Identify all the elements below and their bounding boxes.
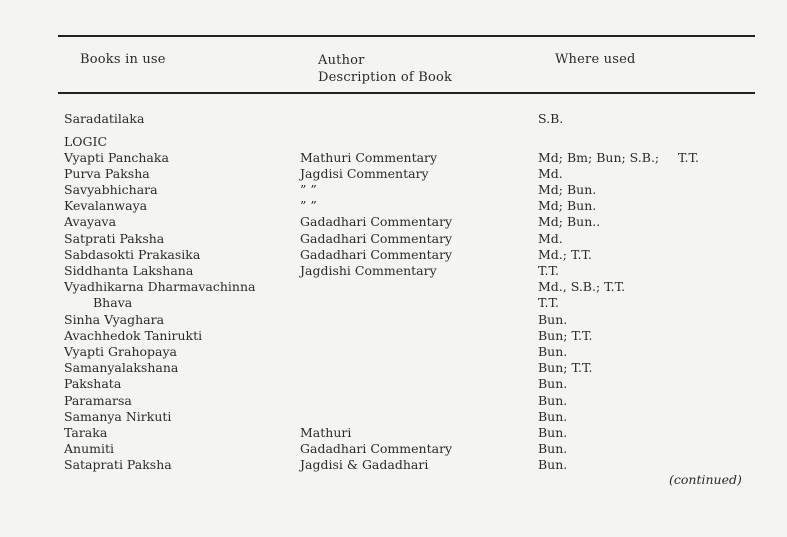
table-row — [0, 263, 787, 279]
book-title: Anumiti — [64, 441, 114, 456]
book-author: Mathuri Commentary — [300, 150, 438, 165]
table-row — [0, 409, 787, 425]
where-used: Bun. — [538, 376, 568, 391]
book-title: Samanyalakshana — [64, 360, 179, 375]
where-used-extra: T.T. — [678, 150, 699, 165]
table-row — [0, 134, 787, 150]
book-title: Pakshata — [64, 376, 122, 391]
where-used: S.B. — [538, 111, 564, 126]
book-author: Gadadhari Commentary — [300, 441, 453, 456]
where-used: Bun; T.T. — [538, 360, 593, 375]
book-title: Siddhanta Lakshana — [64, 263, 194, 278]
book-author: ” ” — [300, 182, 317, 197]
continued-note: (continued) — [669, 472, 742, 487]
book-title: Vyapti Grahopaya — [64, 344, 177, 359]
where-used: Md. — [538, 231, 563, 246]
table-row — [0, 328, 787, 344]
header-rule — [58, 92, 755, 94]
table-row — [0, 247, 787, 263]
table-row — [0, 182, 787, 198]
table-row — [0, 393, 787, 409]
where-used: T.T. — [538, 295, 559, 310]
where-used: Bun. — [538, 425, 568, 440]
where-used: Bun. — [538, 441, 568, 456]
where-used: Md. — [538, 166, 563, 181]
table-row — [0, 214, 787, 230]
header-author-line2: Description of Book — [318, 70, 453, 85]
where-used: T.T. — [538, 263, 559, 278]
header-where-used: Where used — [555, 52, 636, 67]
table-row — [0, 312, 787, 328]
where-used: Bun. — [538, 344, 568, 359]
table-row — [0, 376, 787, 392]
book-author: Mathuri — [300, 425, 352, 440]
where-used: Md., S.B.; T.T. — [538, 279, 626, 294]
table-row — [0, 360, 787, 376]
book-title: Savyabhichara — [64, 182, 158, 197]
book-title: Vyadhikarna Dharmavachinna — [64, 279, 256, 294]
table-row — [0, 166, 787, 182]
where-used: Md; Bm; Bun; S.B.; — [538, 150, 660, 165]
book-title: LOGIC — [64, 134, 108, 149]
where-used: Bun; T.T. — [538, 328, 593, 343]
table-row — [0, 425, 787, 441]
book-title: Kevalanwaya — [64, 198, 148, 213]
table-row — [0, 457, 787, 473]
book-title: Sataprati Paksha — [64, 457, 172, 472]
book-title: Bhava — [93, 295, 133, 310]
book-title: Paramarsa — [64, 393, 132, 408]
table-row — [0, 111, 787, 127]
table-row — [0, 150, 787, 166]
where-used: Md; Bun. — [538, 198, 597, 213]
where-used: Bun. — [538, 409, 568, 424]
book-author: Gadadhari Commentary — [300, 247, 453, 262]
header-author — [318, 52, 452, 86]
where-used: Bun. — [538, 312, 568, 327]
book-author: Gadadhari Commentary — [300, 231, 453, 246]
book-title: Avachhedok Tanirukti — [64, 328, 203, 343]
table-row — [0, 198, 787, 214]
book-author: Jagdisi Commentary — [300, 166, 429, 181]
header-author-line1: Author — [318, 53, 365, 68]
book-author: Jagdisi & Gadadhari — [300, 457, 429, 472]
book-title: Avayava — [64, 214, 117, 229]
book-title: Saradatilaka — [64, 111, 145, 126]
book-author: Gadadhari Commentary — [300, 214, 453, 229]
where-used: Bun. — [538, 393, 568, 408]
book-title: Vyapti Panchaka — [64, 150, 169, 165]
book-title: Samanya Nirkuti — [64, 409, 172, 424]
table-row — [0, 344, 787, 360]
book-author: ” ” — [300, 198, 317, 213]
table-row — [0, 295, 787, 311]
book-title: Sinha Vyaghara — [64, 312, 165, 327]
book-title: Satprati Paksha — [64, 231, 165, 246]
book-title: Sabdasokti Prakasika — [64, 247, 201, 262]
book-author: Jagdishi Commentary — [300, 263, 437, 278]
where-used: Md.; T.T. — [538, 247, 592, 262]
where-used: Bun. — [538, 457, 568, 472]
table-row — [0, 231, 787, 247]
where-used: Md; Bun. — [538, 182, 597, 197]
book-title: Taraka — [64, 425, 108, 440]
top-rule — [58, 35, 755, 37]
header-books-in-use: Books in use — [80, 52, 166, 67]
table-row — [0, 441, 787, 457]
table-row — [0, 279, 787, 295]
book-title: Purva Paksha — [64, 166, 150, 181]
where-used: Md; Bun.. — [538, 214, 601, 229]
